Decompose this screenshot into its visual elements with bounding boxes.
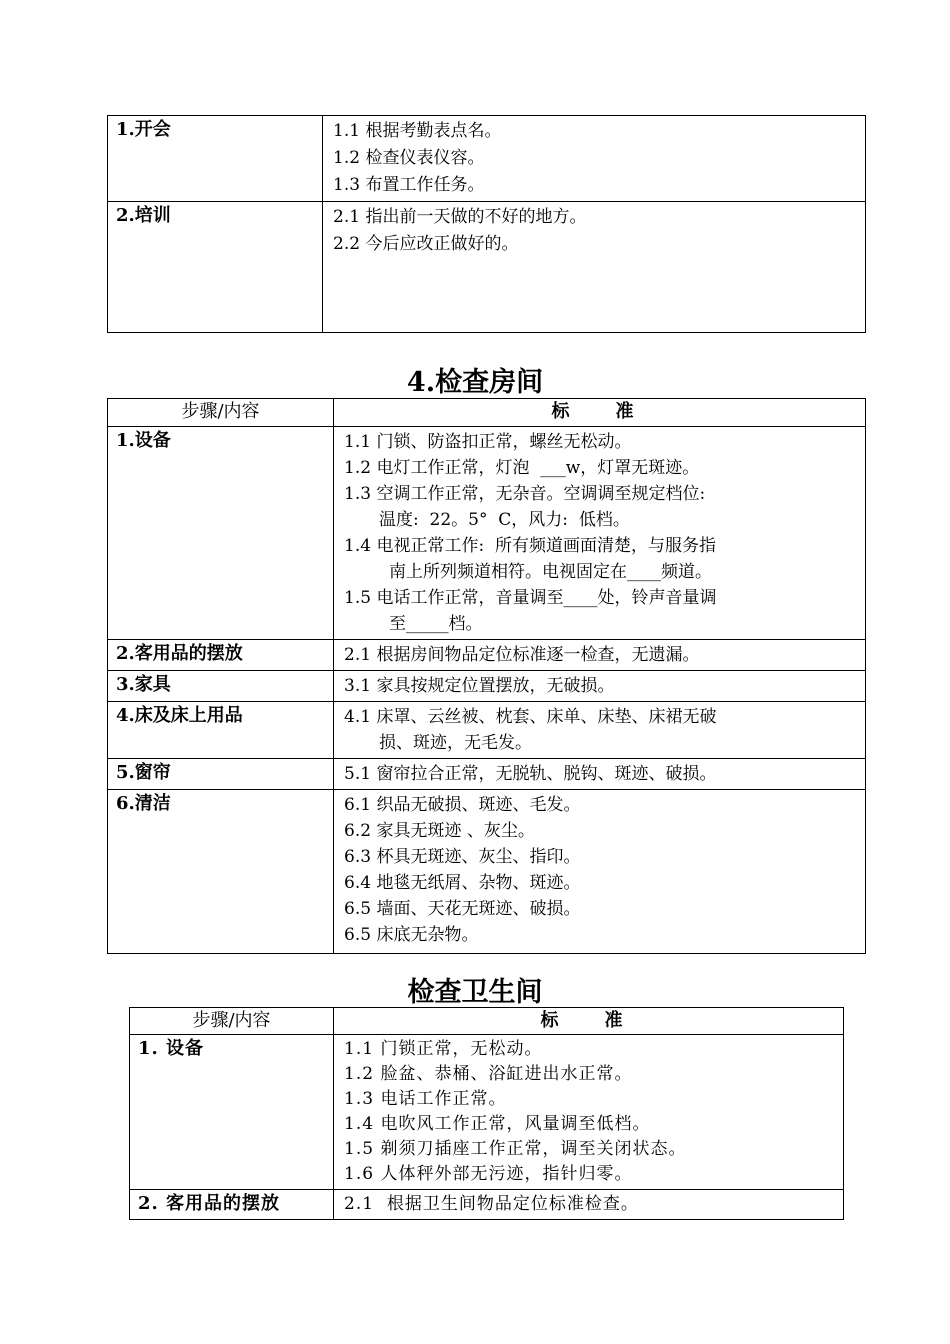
standard-line: 2.2 今后应改正做好的。: [333, 234, 519, 254]
standard-line: 1.2 检查仪表仪容。: [333, 148, 485, 168]
standard-line: 2.1 根据卫生间物品定位标准检查。: [344, 1194, 639, 1214]
step-cell: [108, 427, 334, 640]
standard-cell: [334, 1035, 844, 1190]
step-label: 2.培训: [116, 205, 171, 226]
section-title-room: 4.检查房间: [406, 367, 544, 398]
standard-cell: [334, 640, 866, 671]
standard-line: 1.2 电灯工作正常，灯泡 ___w，灯罩无斑迹。: [344, 458, 700, 478]
standard-line: 1.6 人体秤外部无污迹，指针归零。: [344, 1164, 633, 1184]
step-cell: [108, 640, 334, 671]
step-label: 1.开会: [116, 119, 171, 140]
step-label: 1. 设备: [138, 1038, 205, 1059]
table-row: [108, 116, 866, 202]
standard-line: 1.1 门锁、防盗扣正常，螺丝无松动。: [344, 432, 632, 452]
standard-line: 1.1 门锁正常，无松动。: [344, 1039, 543, 1059]
header-step: 步骤/内容: [108, 399, 334, 427]
step-cell: [130, 1190, 334, 1220]
standard-line: 2.1 指出前一天做的不好的地方。: [333, 207, 587, 227]
standard-line: 温度: 22。5° C，风力: 低档。: [379, 510, 630, 530]
table-row: [108, 671, 866, 702]
standard-cell: [334, 671, 866, 702]
standard-cell: [323, 116, 866, 202]
standard-line: 3.1 家具按规定位置摆放，无破损。: [344, 676, 615, 696]
step-cell: [108, 790, 334, 954]
step-label: 3.家具: [116, 674, 171, 695]
table-row: [108, 640, 866, 671]
standard-cell: [334, 759, 866, 790]
standard-line: 6.5 床底无杂物。: [344, 925, 479, 945]
step-label: 2.客用品的摆放: [116, 643, 243, 664]
standard-line: 6.2 家具无斑迹 、灰尘。: [344, 821, 535, 841]
meeting-table: [107, 115, 866, 333]
standard-line: 6.4 地毯无纸屑、杂物、斑迹。: [344, 873, 581, 893]
table-row: [108, 202, 866, 333]
standard-line: 至_____档。: [389, 614, 483, 634]
header-step: 步骤/内容: [130, 1008, 334, 1035]
standard-line: 1.4 电视正常工作: 所有频道画面清楚，与服务指: [344, 536, 716, 556]
standard-line: 南上所列频道相符。电视固定在____频道。: [389, 562, 712, 582]
standard-cell: [334, 790, 866, 954]
table-row: [108, 790, 866, 954]
step-label: 2. 客用品的摆放: [138, 1193, 281, 1214]
standard-line: 1.3 布置工作任务。: [333, 175, 485, 195]
room-check-table: [107, 398, 866, 954]
standard-line: 6.3 杯具无斑迹、灰尘、指印。: [344, 847, 581, 867]
step-label: 1.设备: [116, 430, 171, 451]
standard-line: 1.5 电话工作正常，音量调至____处，铃声音量调: [344, 588, 717, 608]
standard-line: 1.3 电话工作正常。: [344, 1089, 507, 1109]
table-row: [130, 1190, 844, 1220]
standard-line: 1.5 剃须刀插座工作正常，调至关闭状态。: [344, 1139, 687, 1159]
table-row: [108, 702, 866, 759]
bathroom-check-table: [129, 1007, 844, 1220]
standard-line: 损、斑迹，无毛发。: [379, 733, 532, 753]
step-cell: [108, 671, 334, 702]
standard-cell: [334, 1190, 844, 1220]
header-standard: 标 准: [334, 399, 866, 427]
standard-line: 1.2 脸盆、恭桶、浴缸进出水正常。: [344, 1064, 633, 1084]
step-cell: [108, 116, 323, 202]
standard-line: 1.1 根据考勤表点名。: [333, 121, 502, 141]
standard-line: 6.5 墙面、天花无斑迹、破损。: [344, 899, 581, 919]
header-standard: 标 准: [334, 1008, 844, 1035]
table-row: [108, 427, 866, 640]
standard-line: 5.1 窗帘拉合正常，无脱轨、脱钩、斑迹、破损。: [344, 764, 717, 784]
standard-cell: [334, 702, 866, 759]
table-header-row: [130, 1008, 844, 1035]
step-cell: [108, 759, 334, 790]
standard-line: 4.1 床罩、云丝被、枕套、床单、床垫、床裙无破: [344, 707, 717, 727]
step-label: 6.清洁: [116, 793, 171, 814]
standard-line: 6.1 织品无破损、斑迹、毛发。: [344, 795, 581, 815]
standard-cell: [323, 202, 866, 333]
step-cell: [108, 202, 323, 333]
step-label: 5.窗帘: [116, 762, 171, 783]
standard-line: 1.4 电吹风工作正常，风量调至低档。: [344, 1114, 651, 1134]
step-cell: [108, 702, 334, 759]
step-label: 4.床及床上用品: [116, 705, 243, 726]
standard-line: 1.3 空调工作正常，无杂音。空调调至规定档位:: [344, 484, 706, 504]
section-title-bathroom: 检查卫生间: [407, 977, 543, 1008]
step-cell: [130, 1035, 334, 1190]
table-row: [108, 759, 866, 790]
table-row: [130, 1035, 844, 1190]
standard-line: 2.1 根据房间物品定位标准逐一检查，无遗漏。: [344, 645, 700, 665]
standard-cell: [334, 427, 866, 640]
table-header-row: [108, 399, 866, 427]
